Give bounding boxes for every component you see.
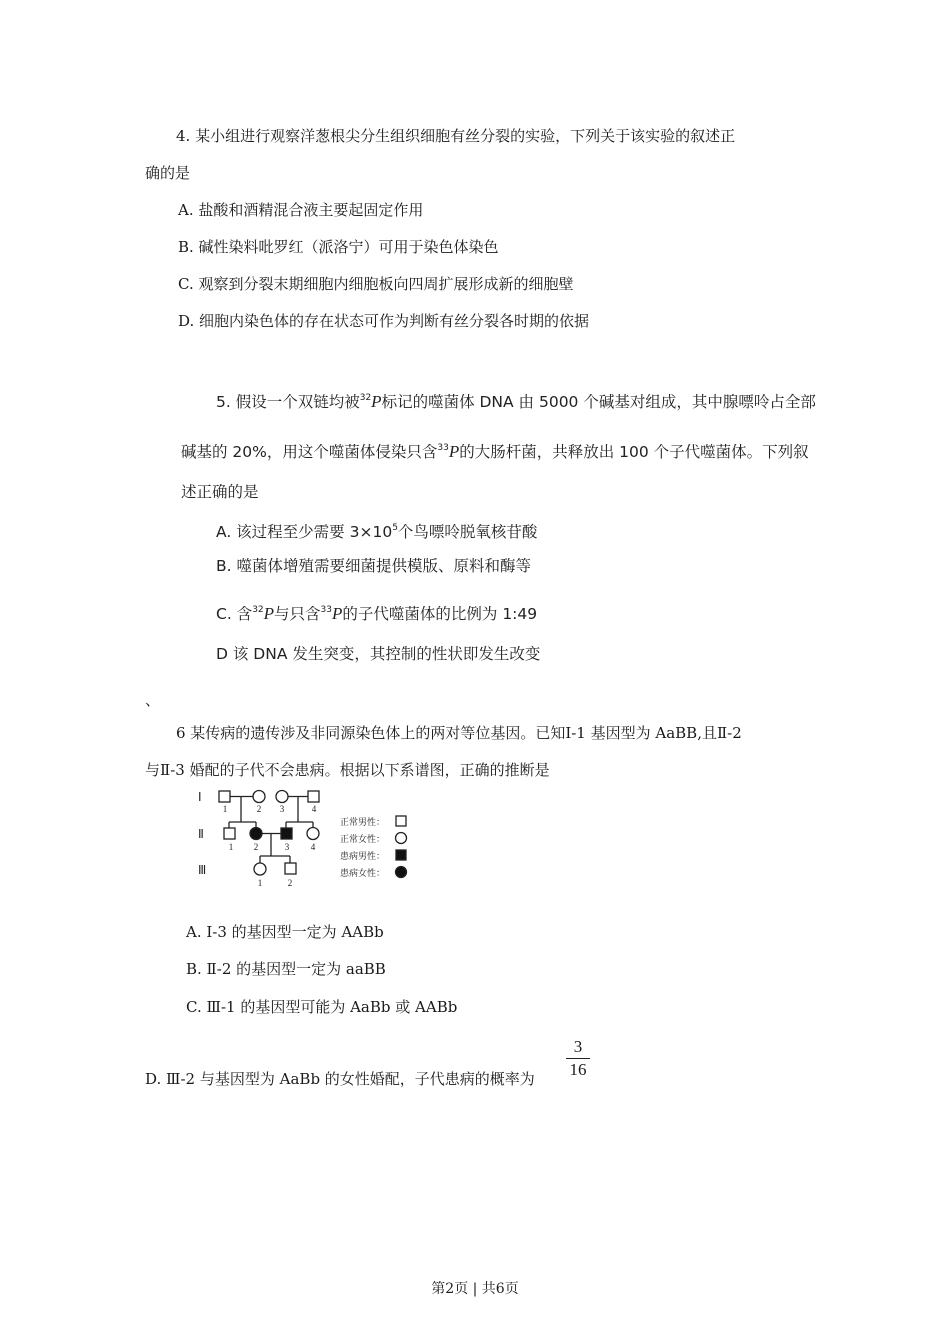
q5-opt-a-text-b: 个鸟嘌呤脱氧核苷酸 [397,523,538,541]
gen1-male-1 [219,791,230,802]
gen1-female-2 [253,791,265,803]
q5-l1-text-b: 标记的噬菌体 DNA 由 5000 个碱基对组成，其中腺嘌呤占全部 [381,393,816,411]
q5-stem-line3: 述正确的是 [181,483,259,501]
gen1-num-4: 4 [311,804,317,814]
gen3-num-1: 1 [257,878,263,888]
legend-affected-female: 患病女性： [340,869,386,879]
q5-option-b: B. 噬菌体增殖需要细菌提供模版、原料和酶等 [216,557,531,575]
gen-label-3: Ⅲ [198,863,207,877]
gen2-male-1 [224,828,235,839]
q5-l1-sup: 32 [359,393,372,403]
q4-option-d: D. 细胞内染色体的存在状态可作为判断有丝分裂各时期的依据 [178,312,590,330]
q5-stem-line1 [216,388,816,412]
q5-l2-sup: 33 [437,443,449,453]
q5-option-d: D 该 DNA 发生突变，其控制的性状即发生改变 [216,645,541,663]
gen2-affected-female-2 [250,828,262,840]
fraction-numerator: 3 [573,1037,583,1056]
gen1-male-4 [308,791,319,802]
q5-opt-c-mid: 与只含 [274,605,321,623]
q5-l1-text-a: 5. 假设一个双链均被 [216,393,360,411]
q6-option-d: D. Ⅲ-2 与基因型为 AaBb 的女性婚配，子代患病的概率为 [145,1070,535,1088]
gen3-num-2: 2 [287,878,293,888]
q5-opt-c-text-a: C. 含 [216,605,253,623]
q5-option-c [216,600,537,624]
q5-opt-a-text-a: A. 该过程至少需要 3×10 [216,523,393,541]
legend-normal-female: 正常女性： [340,835,386,845]
pedigree-chart [196,786,426,898]
q5-opt-c-p1: P [263,604,275,623]
q5-opt-a-sup: 5 [392,523,398,533]
q5-option-a [216,518,537,542]
q5-opt-c-sup2: 33 [320,605,332,615]
probability-fraction [566,1037,590,1080]
gen1-num-3: 3 [279,804,285,814]
q4-stem-line1: 4. 某小组进行观察洋葱根尖分生组织细胞有丝分裂的实验，下列关于该实验的叙述正 [176,127,736,145]
q5-opt-c-p2: P [332,604,343,623]
legend-affected-male: 患病男性： [340,852,386,862]
gen-label-1: Ⅰ [198,790,202,804]
q4-stem-line2: 确的是 [145,164,191,182]
q6-stem-line1: 6 某传病的遗传涉及非同源染色体上的两对等位基因。已知Ⅰ-1 基因型为 AaBB,且Ⅱ-2 [176,724,742,742]
q5-opt-c-sup1: 32 [252,605,264,615]
stray-mark: 、 [145,691,161,709]
q6-option-c: C. Ⅲ-1 的基因型可能为 AaBb 或 AABb [186,998,458,1016]
fraction-bar [566,1058,590,1059]
gen2-female-4 [307,828,319,840]
gen2-num-2: 2 [253,842,259,852]
q6-option-a: A. Ⅰ-3 的基因型一定为 AABb [186,923,384,941]
q4-option-c: C. 观察到分裂末期细胞内细胞板向四周扩展形成新的细胞壁 [178,275,574,293]
page-footer: 第2页 | 共6页 [431,1281,519,1297]
q4-option-b: B. 碱性染料吡罗红（派洛宁）可用于染色体染色 [178,238,499,256]
q5-l1-p: P [371,392,382,411]
q5-stem-line2 [181,438,809,462]
q6-option-b: B. Ⅱ-2 的基因型一定为 aaBB [186,960,386,978]
gen3-male-2 [285,863,296,874]
legend-normal-female-icon [396,833,407,844]
legend-normal-male: 正常男性： [340,818,386,828]
legend-affected-male-icon [396,850,406,860]
gen1-female-3 [276,791,288,803]
gen2-num-3: 3 [284,842,290,852]
fraction-denominator: 16 [569,1060,587,1079]
q4-option-a: A. 盐酸和酒精混合液主要起固定作用 [178,201,424,219]
q5-l2-text-b: 的大肠杆菌，共释放出 100 个子代噬菌体。下列叙 [459,443,809,461]
legend-normal-male-icon [396,816,406,826]
legend-affected-female-icon [396,867,407,878]
q6-stem-line2: 与Ⅱ-3 婚配的子代不会患病。根据以下系谱图，正确的推断是 [145,761,550,779]
q5-l2-text-a: 碱基的 20%，用这个噬菌体侵染只含 [181,443,438,461]
gen2-affected-male-3 [281,828,292,839]
gen1-num-2: 2 [256,804,262,814]
gen2-num-4: 4 [310,842,316,852]
gen3-female-1 [254,863,266,875]
q5-opt-c-text-b: 的子代噬菌体的比例为 1:49 [342,605,538,623]
gen2-num-1: 1 [228,842,234,852]
gen1-num-1: 1 [222,804,228,814]
q5-l2-p: P [448,442,460,461]
gen-label-2: Ⅱ [198,827,204,841]
